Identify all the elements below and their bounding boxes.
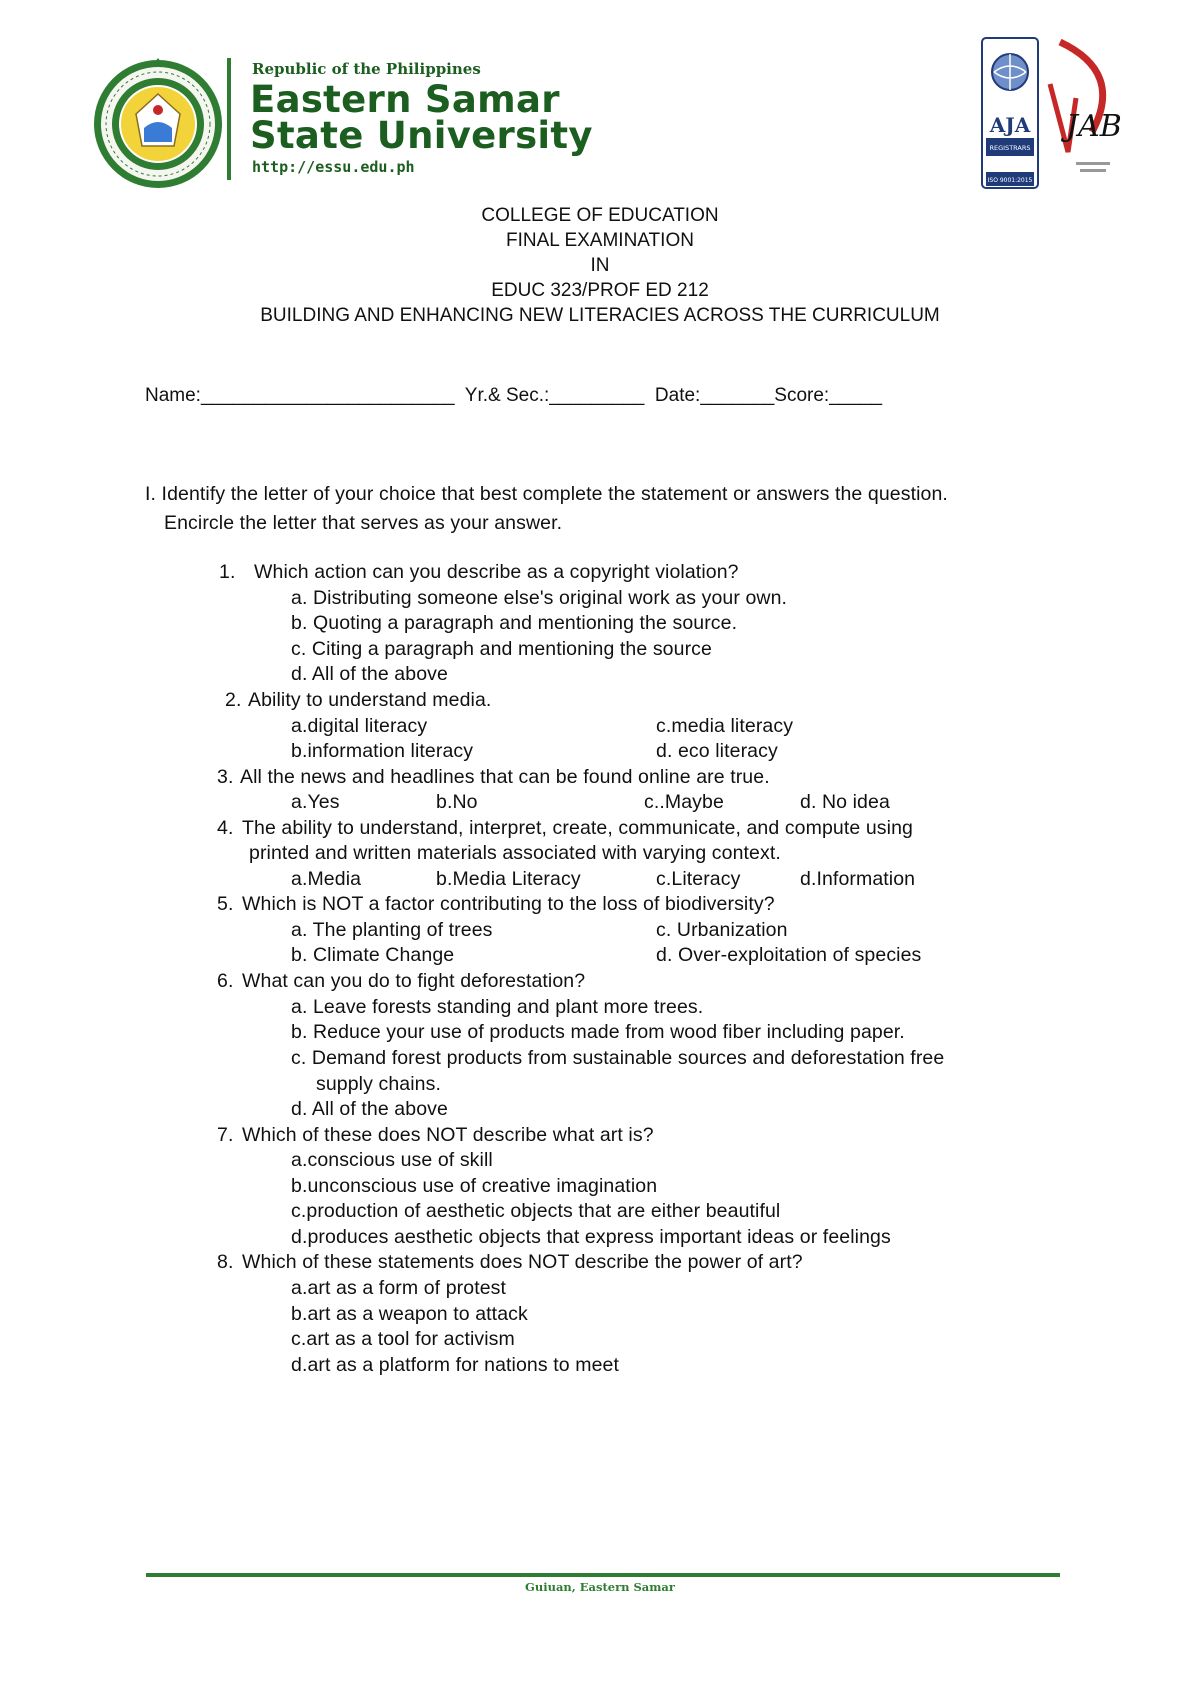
answer-choice[interactable]: c. Urbanization (656, 919, 788, 941)
question-text: The ability to understand, interpret, create, communicate, and compute using (242, 817, 913, 839)
answer-choice[interactable]: d. All of the above (291, 1098, 448, 1120)
answer-choice[interactable]: c.art as a tool for activism (291, 1328, 515, 1350)
university-name-line1: Eastern Samar (250, 78, 560, 121)
instructions-line2: Encircle the letter that serves as your answer. (164, 512, 563, 534)
answer-choice[interactable]: b.information literacy (291, 740, 474, 762)
answer-choice[interactable]: a.art as a form of protest (291, 1277, 507, 1299)
answer-choice[interactable]: c.production of aesthetic objects that are either beautiful (291, 1200, 781, 1222)
answer-choice[interactable]: b. Reduce your use of products made from wood fiber including paper. (291, 1021, 905, 1043)
answer-choice[interactable]: d. eco literacy (656, 740, 778, 762)
student-info-line: Name:________________________ Yr.& Sec.:_________ Date:_______Score:_____ (145, 385, 883, 406)
question-number: 3. (217, 766, 234, 788)
university-seal-logo (92, 58, 224, 190)
university-name-line2: State University (250, 114, 593, 157)
answer-choice[interactable]: b. Quoting a paragraph and mentioning the source. (291, 612, 738, 634)
question-number: 5. (217, 893, 234, 915)
question-text: Which of these statements does NOT describe the power of art? (242, 1251, 803, 1273)
answer-choice-continued: supply chains. (316, 1073, 441, 1095)
question-text: Ability to understand media. (248, 689, 492, 711)
answer-choice[interactable]: a. Distributing someone else's original work as your own. (291, 587, 788, 609)
answer-choice[interactable]: d. All of the above (291, 663, 448, 685)
cert-iso-text: ISO 9001:2015 (987, 177, 1033, 184)
answer-choice[interactable]: d.produces aesthetic objects that express important ideas or feelings (291, 1226, 891, 1248)
answer-choice[interactable]: d.art as a platform for nations to meet (291, 1354, 619, 1376)
answer-choice[interactable]: c. Citing a paragraph and mentioning the source (291, 638, 712, 660)
footer-location: Guiuan, Eastern Samar (525, 1580, 675, 1594)
answer-choice[interactable]: c..Maybe (644, 791, 724, 813)
aja-certification-logo (980, 36, 1040, 190)
question-text: Which is NOT a factor contributing to the loss of biodiversity? (242, 893, 775, 915)
cert-aja-text: AJA (989, 113, 1031, 137)
footer-rule (146, 1573, 1060, 1577)
answer-choice[interactable]: d. No idea (800, 791, 890, 813)
answer-choice[interactable]: c.media literacy (656, 715, 794, 737)
answer-choice[interactable]: d.Information (800, 868, 916, 890)
exam-in-label: IN (590, 255, 610, 276)
question-number: 4. (217, 817, 234, 839)
instructions-line1: I. Identify the letter of your choice that best complete the statement or answers the question. (145, 483, 948, 505)
answer-choice[interactable]: d. Over-exploitation of species (656, 944, 922, 966)
question-text: All the news and headlines that can be found online are true. (240, 766, 770, 788)
question-text: Which action can you describe as a copyright violation? (254, 561, 739, 583)
republic-label: Republic of the Philippines (252, 60, 481, 78)
subject-title: BUILDING AND ENHANCING NEW LITERACIES ACROSS THE CURRICULUM (260, 305, 940, 326)
college-title: COLLEGE OF EDUCATION (481, 205, 719, 226)
answer-choice[interactable]: a.Yes (291, 791, 340, 813)
answer-choice[interactable]: b. Climate Change (291, 944, 455, 966)
question-number: 8. (217, 1251, 234, 1273)
answer-choice[interactable]: a. The planting of trees (291, 919, 493, 941)
jab-accreditation-logo (1046, 38, 1122, 188)
answer-choice[interactable]: b.No (436, 791, 478, 813)
answer-choice[interactable]: a.Media (291, 868, 362, 890)
question-number: 2. (225, 689, 242, 711)
answer-choice[interactable]: a. Leave forests standing and plant more trees. (291, 996, 704, 1018)
question-text: What can you do to fight deforestation? (242, 970, 586, 992)
cert-jab-text: JAB (1066, 109, 1122, 144)
question-text: Which of these does NOT describe what art is? (242, 1124, 654, 1146)
letterhead-divider (227, 58, 231, 180)
question-number: 7. (217, 1124, 234, 1146)
cert-registrars-text: REGISTRARS (989, 144, 1031, 152)
answer-choice[interactable]: a.conscious use of skill (291, 1149, 493, 1171)
course-code: EDUC 323/PROF ED 212 (491, 280, 709, 301)
question-text-continued: printed and written materials associated with varying context. (249, 842, 781, 864)
question-number: 6. (217, 970, 234, 992)
answer-choice[interactable]: b.unconscious use of creative imagination (291, 1175, 658, 1197)
question-number: 1. (219, 561, 236, 583)
exam-title: FINAL EXAMINATION (506, 230, 694, 251)
answer-choice[interactable]: c. Demand forest products from sustainable sources and deforestation free (291, 1047, 945, 1069)
university-url: http://essu.edu.ph (252, 158, 415, 176)
answer-choice[interactable]: b.Media Literacy (436, 868, 581, 890)
answer-choice[interactable]: c.Literacy (656, 868, 741, 890)
answer-choice[interactable]: a.digital literacy (291, 715, 428, 737)
answer-choice[interactable]: b.art as a weapon to attack (291, 1303, 528, 1325)
